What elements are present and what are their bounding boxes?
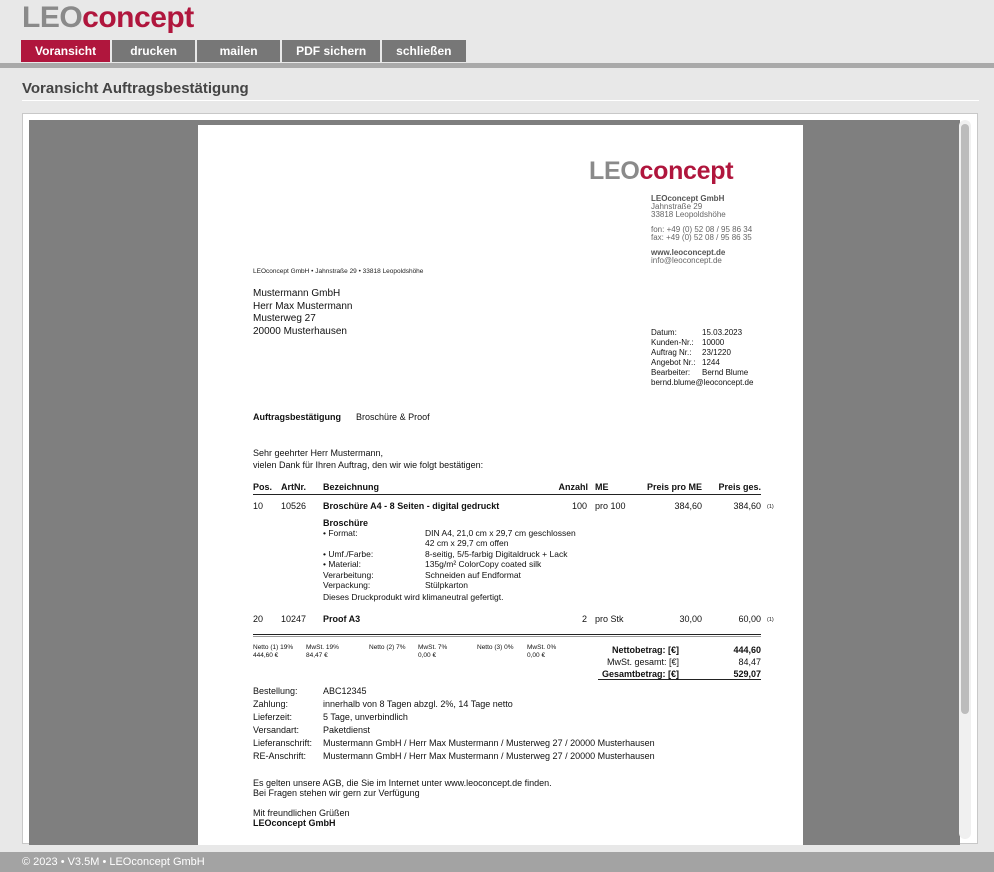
meta-value: 10000 [702, 338, 725, 347]
spec-value: 42 cm x 29,7 cm offen [425, 538, 509, 549]
spec-label: Verarbeitung: [323, 569, 374, 580]
scrollbar-thumb[interactable] [961, 124, 969, 714]
document-page [198, 125, 803, 845]
order-info-value: innerhalb von 8 Tagen abzgl. 2%, 14 Tage netto [323, 699, 513, 709]
closing [253, 808, 350, 828]
col-header-pos: Pos. [253, 482, 273, 492]
item-pos: 20 [253, 614, 264, 624]
spec-label [323, 538, 374, 548]
doc-logo-leo: LEO [589, 157, 640, 185]
spec-label: Verpackung: [323, 580, 371, 591]
tax-value: 84,47 € [306, 652, 328, 659]
climate-note: Dieses Druckprodukt wird klimaneutral gefertigt. [323, 592, 504, 602]
tax-value: 444,60 € [253, 652, 279, 659]
item-artnr: 10247 [281, 614, 307, 624]
recipient-line: Musterweg 27 [253, 313, 316, 324]
agb-line: Es gelten unsere AGB, die Sie im Internet unter www.leoconcept.de finden. [253, 778, 552, 788]
spec-value: 135g/m² ColorCopy coated silk [425, 559, 542, 570]
order-info-label: Bestellung: [253, 686, 298, 696]
order-info-value: ABC12345 [323, 686, 367, 696]
tax-net-2 [369, 644, 406, 652]
save-pdf-button[interactable]: PDF sichern [282, 40, 380, 62]
total-value: 444,60 [733, 645, 761, 655]
col-header-me: ME [595, 482, 609, 492]
meta-email: bernd.blume@leoconcept.de [651, 378, 754, 387]
item-preis-ges: 384,60 [733, 501, 761, 511]
meta-value: Bernd Blume [702, 368, 749, 377]
item-pos: 10 [253, 501, 264, 511]
greeting [253, 447, 483, 471]
tax-net-1 [253, 644, 293, 660]
col-header-artnr: ArtNr. [281, 482, 307, 492]
order-info-value: Mustermann GmbH / Herr Max Mustermann / Musterweg 27 / 20000 Musterhausen [323, 738, 655, 748]
subject-label: Auftragsbestätigung [253, 412, 342, 422]
total-label: MwSt. gesamt: [€] [606, 657, 679, 667]
meta-label: Angebot Nr.: [651, 358, 696, 367]
tax-value: 0,00 € [527, 652, 546, 659]
company-web: www.leoconcept.de [651, 248, 726, 257]
item-artnr: 10526 [281, 501, 307, 511]
tax-label: Netto (1) 19% [253, 644, 294, 651]
meta-label: Auftrag Nr.: [651, 348, 692, 357]
tab-voransicht[interactable]: Voransicht [21, 40, 110, 62]
company-city: 33818 Leopoldshöhe [651, 210, 726, 219]
tax-vat-3 [527, 644, 556, 660]
subject-text: Broschüre & Proof [356, 412, 430, 422]
order-info-label: Versandart: [253, 725, 300, 735]
item-anzahl: 2 [581, 614, 587, 624]
preview-viewer [22, 113, 978, 844]
mail-button[interactable]: mailen [197, 40, 280, 62]
company-email: info@leoconcept.de [651, 256, 722, 265]
order-info-labels [253, 685, 312, 763]
item-preis-ges: 60,00 [738, 614, 761, 624]
sender-line: LEOconcept GmbH • Jahnstraße 29 • 33818 Leopoldshöhe [253, 268, 424, 275]
agb-line: Bei Fragen stehen wir gern zur Verfügung [253, 788, 420, 798]
item-bezeichnung: Proof A3 [323, 614, 361, 624]
item-me: pro 100 [595, 501, 626, 511]
print-button[interactable]: drucken [112, 40, 195, 62]
recipient-line: Herr Max Mustermann [253, 300, 353, 312]
order-info-label: RE-Anschrift: [253, 751, 307, 761]
total-value: 84,47 [738, 657, 761, 667]
tax-label: Netto (3) 0% [477, 644, 514, 651]
table-header-rule [253, 494, 761, 495]
totals-rule [598, 679, 761, 680]
meta-label: Datum: [651, 328, 677, 337]
doc-logo-concept: concept [639, 157, 734, 185]
col-header-anzahl: Anzahl [558, 482, 588, 492]
greeting-line: vielen Dank für Ihren Auftrag, den wir wie folgt bestätigen: [253, 460, 484, 470]
spec-value: Stülpkarton [425, 580, 468, 591]
agb-note [253, 778, 552, 798]
document-logo [589, 157, 733, 186]
recipient-line: 20000 Musterhausen [253, 325, 347, 337]
meta-value: 23/1220 [702, 348, 731, 357]
close-button[interactable]: schließen [382, 40, 465, 62]
order-info-label: Lieferanschrift: [253, 738, 313, 748]
spec-value: DIN A4, 21,0 cm x 29,7 cm geschlossen [425, 528, 576, 538]
page-title: Voransicht Auftragsbestätigung [22, 80, 249, 97]
table-bottom-rule-thin [253, 636, 761, 637]
totals-values [733, 644, 761, 680]
order-info-label: Zahlung: [253, 699, 289, 709]
closing-company: LEOconcept GmbH [253, 818, 336, 828]
preview-scrollbar[interactable] [959, 120, 971, 839]
company-name: LEOconcept GmbH [651, 194, 725, 203]
item-anzahl: 100 [571, 501, 587, 511]
company-phone: fon: +49 (0) 52 08 / 95 86 34 [651, 225, 753, 234]
spec-title: Broschüre [323, 518, 369, 528]
tax-label: MwSt. 19% [306, 644, 339, 651]
spec-labels [323, 528, 374, 590]
item-footnote: (1) [767, 617, 774, 623]
tax-net-3 [477, 644, 514, 652]
title-divider [22, 100, 979, 101]
closing-line: Mit freundlichen Grüßen [253, 808, 350, 818]
item-me: pro Stk [595, 614, 624, 624]
order-info-value: Mustermann GmbH / Herr Max Mustermann / Musterweg 27 / 20000 Musterhausen [323, 751, 655, 761]
spec-value: Schneiden auf Endformat [425, 569, 521, 580]
meta-value: 1244 [702, 358, 720, 367]
total-label: Gesamtbetrag: [€] [601, 669, 679, 679]
preview-canvas[interactable] [29, 120, 960, 845]
tax-label: Netto (2) 7% [369, 644, 406, 651]
col-header-preis-me: Preis pro ME [646, 482, 702, 492]
recipient-address [253, 288, 352, 338]
company-street: Jahnstraße 29 [651, 202, 703, 211]
spec-values [425, 528, 576, 590]
order-info-value: Paketdienst [323, 725, 371, 735]
toolbar-tabs [21, 40, 466, 62]
recipient-line: Mustermann GmbH [253, 288, 341, 299]
company-fax: fax: +49 (0) 52 08 / 95 86 35 [651, 233, 752, 242]
company-info [651, 195, 752, 265]
tax-vat-2 [418, 644, 447, 660]
total-value: 529,07 [733, 669, 761, 679]
item-bezeichnung: Broschüre A4 - 8 Seiten - digital gedruckt [323, 501, 500, 511]
meta-label: Kunden-Nr.: [651, 338, 694, 347]
app-logo [22, 2, 194, 34]
tax-label: MwSt. 0% [527, 644, 557, 651]
totals-labels [602, 644, 679, 680]
meta-label: Bearbeiter: [651, 368, 691, 377]
document-subject [253, 412, 430, 422]
app-footer: © 2023 • V3.5M • LEOconcept GmbH [0, 852, 994, 872]
spec-label: • Format: [323, 528, 358, 538]
order-info-value: 5 Tage, unverbindlich [323, 712, 408, 722]
meta-value: 15.03.2023 [702, 328, 743, 337]
document-meta [651, 328, 753, 388]
col-header-preis-ges: Preis ges. [718, 482, 761, 492]
spec-value: 8-seitig, 5/5-farbig Digitaldruck + Lack [425, 548, 568, 559]
logo-leo-text: LEO [22, 1, 83, 34]
table-bottom-rule [253, 634, 761, 635]
total-label: Nettobetrag: [€] [612, 645, 679, 655]
item-preis-me: 384,60 [674, 501, 702, 511]
item-preis-me: 30,00 [679, 614, 702, 624]
logo-concept-text: concept [82, 1, 194, 34]
col-header-bezeichnung: Bezeichnung [323, 482, 380, 492]
spec-label: • Umf./Farbe: [323, 548, 374, 559]
spec-label: • Material: [323, 559, 361, 570]
greeting-line: Sehr geehrter Herr Mustermann, [253, 448, 384, 458]
tax-label: MwSt. 7% [418, 644, 448, 651]
header-divider [0, 63, 994, 68]
item-footnote: (1) [767, 504, 774, 510]
tax-value: 0,00 € [418, 652, 437, 659]
order-info-values [323, 685, 655, 763]
tax-vat-1 [306, 644, 339, 660]
order-info-label: Lieferzeit: [253, 712, 293, 722]
